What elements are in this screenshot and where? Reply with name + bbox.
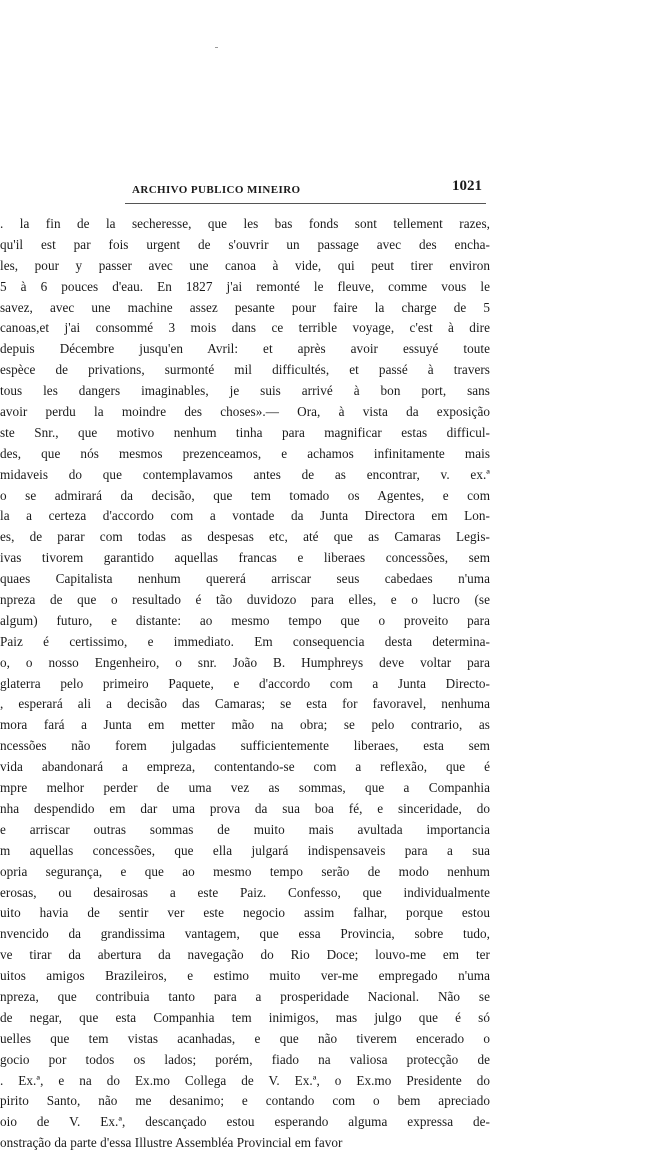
text-line: Paiz é certissimo, e immediato. Em consequencia desta determina- xyxy=(0,633,490,649)
print-speck xyxy=(215,47,218,48)
running-header xyxy=(0,178,486,202)
text-line: erosas, ou desairosas a este Paiz. Confesso, que individualmente xyxy=(0,884,490,900)
body-text xyxy=(0,214,490,1154)
text-line: mora fará a Junta em metter mão na obra; se pelo contrario, as xyxy=(0,717,490,733)
text-line: vida abandonará a empreza, contentando-se com a reflexão, que é xyxy=(0,759,490,775)
text-line: nvencido da grandissima vantagem, que essa Provincia, sobre tudo, xyxy=(0,926,490,942)
text-line: espèce de privations, surmonté mil difficultés, et passé à travers xyxy=(0,362,490,378)
text-line: mpre melhor perder de uma vez as sommas, que a Companhia xyxy=(0,780,490,796)
text-line: les, pour y passer avec une canoa à vide, qui peut tirer environ xyxy=(0,257,490,273)
text-line: la a certeza d'accordo com a vontade da Junta Directora em Lon- xyxy=(0,508,490,524)
text-line: gocio por todos os lados; porém, fiado na valiosa protecção de xyxy=(0,1051,490,1067)
text-line: ivas tivorem garantido aquellas francas e liberaes concessões, sem xyxy=(0,550,490,566)
text-line: ste Snr., que motivo nenhum tinha para magnificar estas difficul- xyxy=(0,424,490,440)
text-line: de negar, que esta Companhia tem inimigos, mas julgo que é só xyxy=(0,1009,490,1025)
text-line: canoas,et j'ai consommé 3 mois dans ce terrible voyage, c'est à dire xyxy=(0,320,490,336)
text-line: oio de V. Ex.ª, descançado estou esperando alguma expressa de- xyxy=(0,1114,490,1130)
text-line: o, o nosso Engenheiro, o snr. João B. Humphreys deve voltar para xyxy=(0,654,490,670)
text-line: qu'il est par fois urgent de s'ouvrir un passage avec des encha- xyxy=(0,236,490,252)
text-line: des, que nós mesmos prezenceamos, e achamos infinitamente mais xyxy=(0,445,490,461)
text-line: midaveis do que contemplavamos antes de as encontrar, v. ex.ª xyxy=(0,466,490,482)
text-line: ncessões não forem julgadas sufficientemente liberaes, esta sem xyxy=(0,738,490,754)
text-line: depuis Décembre jusqu'en Avril: et après avoir essuyé toute xyxy=(0,341,490,357)
text-line: . Ex.ª, e na do Ex.mo Collega de V. Ex.ª, o Ex.mo Presidente do xyxy=(0,1072,490,1088)
text-line: pirito Santo, não me desanimo; e contando com o bem apreciado xyxy=(0,1093,490,1109)
text-line: uitos amigos Brazileiros, e estimo muito ver-me empregado n'uma xyxy=(0,968,490,984)
text-line: glaterra pelo primeiro Paquete, e d'accordo com a Junta Directo- xyxy=(0,675,490,691)
text-line: . la fin de la secheresse, que les bas fonds sont tellement razes, xyxy=(0,216,490,231)
text-line: o se admirará da decisão, que tem tomado os Agentes, e com xyxy=(0,487,490,503)
header-rule xyxy=(125,203,486,204)
text-line: tous les dangers imaginables, je suis arrivé à bon port, sans xyxy=(0,383,490,399)
text-line: npreza, que contribuia tanto para a prosperidade Nacional. Não se xyxy=(0,988,490,1004)
text-line: e arriscar outras sommas de muito mais avultada importancia xyxy=(0,821,490,837)
text-line: onstração da parte d'essa Illustre Assembléa Provincial em favor xyxy=(0,1135,343,1151)
running-title: ARCHIVO PUBLICO MINEIRO xyxy=(132,184,301,196)
text-line: m aquellas concessões, que ella julgará indispensaveis para a sua xyxy=(0,842,490,858)
text-line: npreza de que o resultado é tão duvidozo para elles, e o lucro (se xyxy=(0,592,490,608)
text-line: quaes Capitalista nenhum quererá arriscar seus cabedaes n'uma xyxy=(0,571,490,587)
text-line: 5 à 6 pouces d'eau. En 1827 j'ai remonté le fleuve, comme vous le xyxy=(0,278,490,294)
text-line: savez, avec une machine assez pesante pour faire la charge de 5 xyxy=(0,299,490,315)
text-line: es, de parar com todas as despesas etc, até que as Camaras Legis- xyxy=(0,529,490,545)
text-line: opria segurança, e que ao mesmo tempo serão de modo nenhum xyxy=(0,863,490,879)
page-number: 1021 xyxy=(452,178,482,194)
text-line: ve tirar da abertura da navegação do Rio Doce; louvo-me em ter xyxy=(0,947,490,963)
text-line: , esperará ali a decisão das Camaras; se esta for favoravel, nenhuma xyxy=(0,696,490,712)
text-line: uito havia de sentir ver este negocio assim falhar, porque estou xyxy=(0,905,490,921)
text-line: algum) futuro, e distante: ao mesmo tempo que o proveito para xyxy=(0,612,490,628)
text-line: uelles que tem vistas acanhadas, e que não tiverem encerado o xyxy=(0,1030,490,1046)
text-line: avoir perdu la moindre des choses».— Ora, à vista da exposição xyxy=(0,404,490,420)
text-line: nha despendido em dar uma prova da sua boa fé, e sinceridade, do xyxy=(0,800,490,816)
